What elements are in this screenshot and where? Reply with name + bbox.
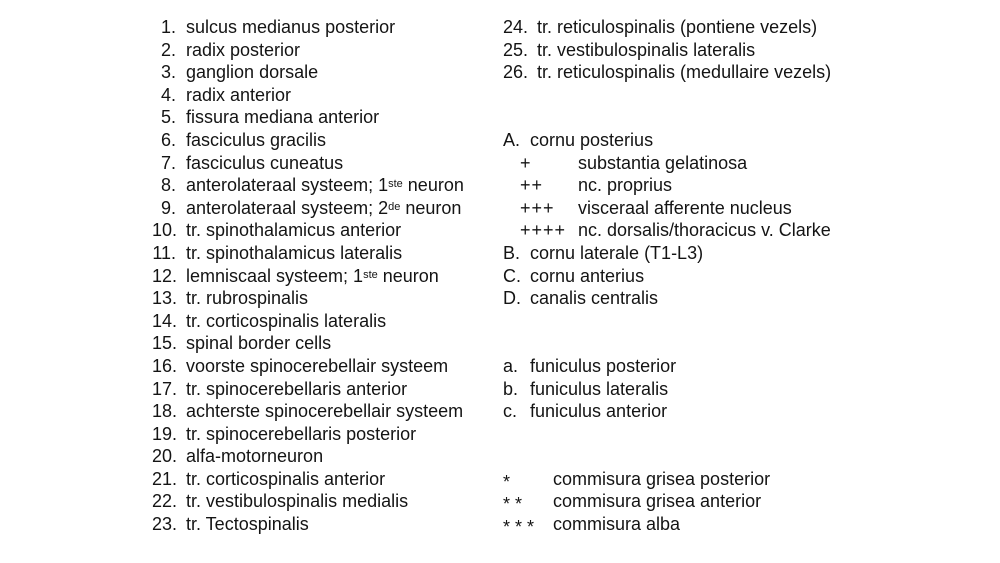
list-item — [152, 84, 464, 107]
list-item — [503, 378, 831, 401]
list-item — [152, 242, 464, 265]
item-label: cornu laterale (T1-L3) — [530, 242, 704, 263]
item-label: tr. reticulospinalis (pontiene vezels) — [537, 17, 818, 37]
list-item — [503, 287, 831, 310]
item-label: tr. spinocerebellaris posterior — [186, 423, 417, 444]
item-label: fissura mediana anterior — [186, 107, 380, 128]
list-item — [152, 332, 464, 355]
item-label: nc. proprius — [578, 175, 673, 196]
item-letter: C. — [503, 265, 521, 286]
item-letter: D. — [503, 288, 521, 309]
item-letter: a. — [503, 355, 519, 376]
list-item — [503, 16, 831, 39]
list-item — [152, 468, 464, 491]
list-item — [152, 197, 464, 220]
item-label: alfa-motorneuron — [186, 446, 324, 467]
item-number: 3. — [160, 62, 176, 83]
item-label-text: neuron — [377, 265, 439, 286]
plus-marker: + — [520, 152, 532, 173]
list-item — [152, 129, 464, 152]
list-item — [152, 355, 464, 378]
item-label-text: neuron — [400, 197, 462, 218]
item-label: canalis centralis — [530, 288, 659, 309]
item-label: achterste spinocerebellair systeem — [186, 401, 464, 422]
sub-list-item — [520, 174, 831, 197]
list-item — [503, 39, 831, 62]
list-item — [503, 129, 831, 152]
item-number: 20. — [152, 446, 178, 467]
item-label: commisura grisea anterior — [553, 491, 762, 512]
item-number: 15. — [152, 333, 178, 354]
item-number: 13. — [152, 288, 178, 309]
item-label: visceraal afferente nucleus — [578, 197, 792, 218]
item-label: nc. dorsalis/thoracicus v. Clarke — [578, 220, 831, 241]
right-column — [503, 16, 831, 536]
vertical-spacer — [503, 310, 831, 355]
item-label: funiculus anterior — [530, 401, 668, 422]
item-number: 21. — [152, 468, 178, 489]
list-item — [503, 355, 831, 378]
list-item — [152, 310, 464, 333]
list-item — [152, 287, 464, 310]
item-number: 24. — [503, 17, 529, 37]
item-label: substantia gelatinosa — [578, 152, 748, 173]
list-item — [152, 400, 464, 423]
item-label: spinal border cells — [186, 333, 332, 354]
item-number: 17. — [152, 378, 178, 399]
item-label: tr. Tectospinalis — [186, 514, 309, 535]
plus-marker: +++ — [520, 197, 555, 218]
item-label-text: anterolateraal systeem; 1 — [186, 175, 389, 196]
item-label: tr. corticospinalis anterior — [186, 468, 386, 489]
item-number: 7. — [160, 152, 176, 173]
item-label: sulcus medianus posterior — [186, 17, 396, 37]
list-item — [152, 174, 464, 197]
item-label: commisura alba — [553, 514, 681, 535]
item-label: ganglion dorsale — [186, 62, 319, 83]
item-number: 16. — [152, 355, 178, 376]
item-label — [186, 197, 461, 220]
item-number: 25. — [503, 39, 529, 60]
item-label: voorste spinocerebellair systeem — [186, 355, 449, 376]
item-number: 5. — [160, 107, 176, 128]
item-number: 4. — [160, 84, 176, 105]
item-number: 22. — [152, 491, 178, 512]
item-label: tr. rubrospinalis — [186, 288, 309, 309]
item-number: 26. — [503, 62, 529, 83]
item-label — [186, 265, 439, 288]
item-label: cornu posterius — [530, 129, 654, 150]
list-item — [152, 423, 464, 446]
item-number: 19. — [152, 423, 178, 444]
item-number: 12. — [152, 265, 178, 286]
item-label: funiculus lateralis — [530, 378, 669, 399]
list-item — [152, 106, 464, 129]
item-label: fasciculus gracilis — [186, 129, 327, 150]
item-letter: b. — [503, 378, 519, 399]
vertical-spacer — [503, 84, 831, 129]
item-label: tr. vestibulospinalis medialis — [186, 491, 409, 512]
item-label: fasciculus cuneatus — [186, 152, 344, 173]
item-letter: c. — [503, 401, 518, 422]
ordinal-superscript: de — [388, 200, 401, 213]
ordinal-superscript: ste — [388, 178, 403, 191]
list-item — [503, 513, 831, 536]
list-item — [503, 61, 831, 84]
item-number: 10. — [152, 220, 178, 241]
list-item — [503, 490, 831, 513]
item-number: 6. — [160, 129, 176, 150]
list-item — [503, 242, 831, 265]
sub-list-item — [520, 197, 831, 220]
item-label: tr. spinothalamicus anterior — [186, 220, 402, 241]
left-column — [152, 16, 464, 536]
item-label-text: neuron — [402, 175, 464, 196]
list-item — [152, 16, 464, 39]
ordinal-superscript: ste — [363, 268, 378, 281]
sub-list-item — [520, 219, 831, 242]
list-item — [152, 61, 464, 84]
asterisk-marker: * * * — [503, 517, 535, 538]
item-label-text: anterolateraal systeem; 2 — [186, 197, 389, 218]
list-item — [152, 490, 464, 513]
item-label: tr. spinocerebellaris anterior — [186, 378, 408, 399]
sub-list-item — [520, 152, 831, 175]
item-letter: B. — [503, 242, 521, 263]
list-item — [152, 513, 464, 536]
vertical-spacer — [503, 423, 831, 468]
list-item — [152, 39, 464, 62]
item-label: radix anterior — [186, 84, 292, 105]
item-number: 9. — [160, 197, 176, 218]
item-number: 1. — [160, 17, 176, 37]
item-label: funiculus posterior — [530, 355, 677, 376]
item-number: 14. — [152, 310, 178, 331]
item-number: 8. — [160, 175, 176, 196]
list-item — [503, 468, 831, 491]
list-item — [152, 152, 464, 175]
item-label: cornu anterius — [530, 265, 645, 286]
list-item — [152, 219, 464, 242]
item-label: tr. spinothalamicus lateralis — [186, 242, 403, 263]
item-label: tr. vestibulospinalis lateralis — [537, 39, 756, 60]
item-number: 11. — [152, 242, 176, 263]
item-label: radix posterior — [186, 39, 301, 60]
list-item — [152, 445, 464, 468]
item-label: commisura grisea posterior — [553, 468, 771, 489]
item-label: tr. corticospinalis lateralis — [186, 310, 387, 331]
list-item — [152, 265, 464, 288]
plus-marker: ++++ — [520, 220, 567, 241]
item-label — [186, 174, 464, 197]
item-number: 2. — [160, 39, 176, 60]
list-item — [152, 378, 464, 401]
item-label-text: lemniscaal systeem; 1 — [186, 265, 364, 286]
item-label: tr. reticulospinalis (medullaire vezels) — [537, 62, 832, 83]
item-number: 18. — [152, 401, 178, 422]
item-number: 23. — [152, 514, 178, 535]
list-item — [503, 265, 831, 288]
plus-marker: ++ — [520, 175, 544, 196]
asterisk-marker: * * — [503, 494, 523, 515]
item-letter: A. — [503, 129, 521, 150]
list-item — [503, 400, 831, 423]
asterisk-marker: * — [503, 471, 511, 492]
